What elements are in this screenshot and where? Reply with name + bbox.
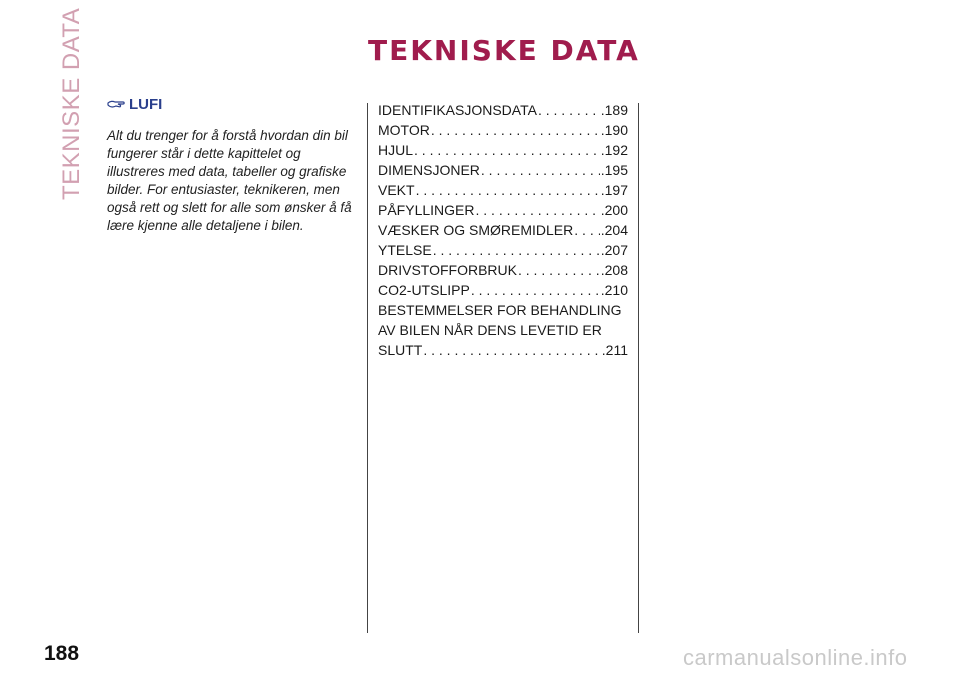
toc-item[interactable] (378, 260, 628, 280)
column-divider-right (638, 103, 639, 633)
toc-item-label: IDENTIFIKASJONSDATA (378, 102, 537, 118)
column-divider-left (367, 103, 368, 633)
table-of-contents (378, 100, 628, 360)
toc-leader (433, 240, 600, 260)
toc-item-label: DRIVSTOFFORBRUK (378, 262, 517, 278)
toc-leader (481, 160, 600, 180)
toc-item-page: .189 (600, 102, 628, 118)
toc-item[interactable] (378, 220, 628, 240)
side-tab-label: TEKNISKE DATA (58, 7, 85, 200)
toc-item-page: .195 (600, 162, 628, 178)
toc-item-label: PÅFYLLINGER (378, 202, 475, 218)
toc-item-page: .211 (601, 342, 628, 358)
toc-leader (423, 340, 600, 360)
toc-item-label: SLUTT (378, 342, 423, 358)
toc-item[interactable] (378, 180, 628, 200)
toc-item[interactable] (378, 240, 628, 260)
toc-item[interactable] (378, 160, 628, 180)
toc-item[interactable] (378, 280, 628, 300)
toc-item-page: .208 (600, 262, 628, 278)
toc-leader (475, 200, 599, 220)
toc-item-label: VEKT (378, 182, 415, 198)
toc-item-label: DIMENSJONER (378, 162, 480, 178)
toc-leader (431, 120, 600, 140)
toc-item[interactable] (378, 120, 628, 140)
toc-leader (518, 260, 600, 280)
toc-leader (416, 180, 600, 200)
toc-item-page: .210 (600, 282, 628, 298)
toc-item-label: MOTOR (378, 122, 430, 138)
toc-item-page: .197 (600, 182, 628, 198)
toc-item[interactable] (378, 200, 628, 220)
toc-item-page: .207 (600, 242, 628, 258)
logo (107, 94, 162, 114)
toc-item[interactable] (378, 100, 628, 120)
toc-item-multiline[interactable] (378, 300, 628, 360)
chapter-intro-text: Alt du trenger for å forstå hvordan din bil fungerer står i dette kapittelet og illustreres med data, tabeller og grafiske bilder. For entusiaster, teknikeren, men også rett og slett for alle som ønsker å få lære kjenne alle detaljene i bilen. (107, 128, 352, 233)
toc-item[interactable] (378, 140, 628, 160)
toc-item-label: HJUL (378, 142, 414, 158)
toc-item-label: CO2-UTSLIPP (378, 282, 470, 298)
toc-item-line: AV BILEN NÅR DENS LEVETID ER (378, 322, 602, 338)
toc-item-page: .192 (600, 142, 628, 158)
logo-text: LUFI (129, 95, 163, 113)
toc-leader (414, 140, 600, 160)
toc-item-label: YTELSE (378, 242, 432, 258)
toc-item-page: .200 (600, 202, 628, 218)
toc-leader (574, 220, 599, 240)
toc-leader (538, 100, 600, 120)
page-number: 188 (44, 642, 80, 665)
toc-item-label: VÆSKER OG SMØREMIDLER (378, 222, 574, 238)
site-watermark: carmanualsonline.info (683, 645, 908, 670)
toc-item-line: BESTEMMELSER FOR BEHANDLING (378, 302, 622, 318)
page-title: TEKNISKE DATA (368, 34, 640, 67)
toc-leader (471, 280, 600, 300)
pointing-hand-icon (107, 94, 127, 114)
side-chapter-tab (52, 7, 92, 200)
toc-item-page: .190 (600, 122, 628, 138)
toc-item-page: .204 (600, 222, 628, 238)
